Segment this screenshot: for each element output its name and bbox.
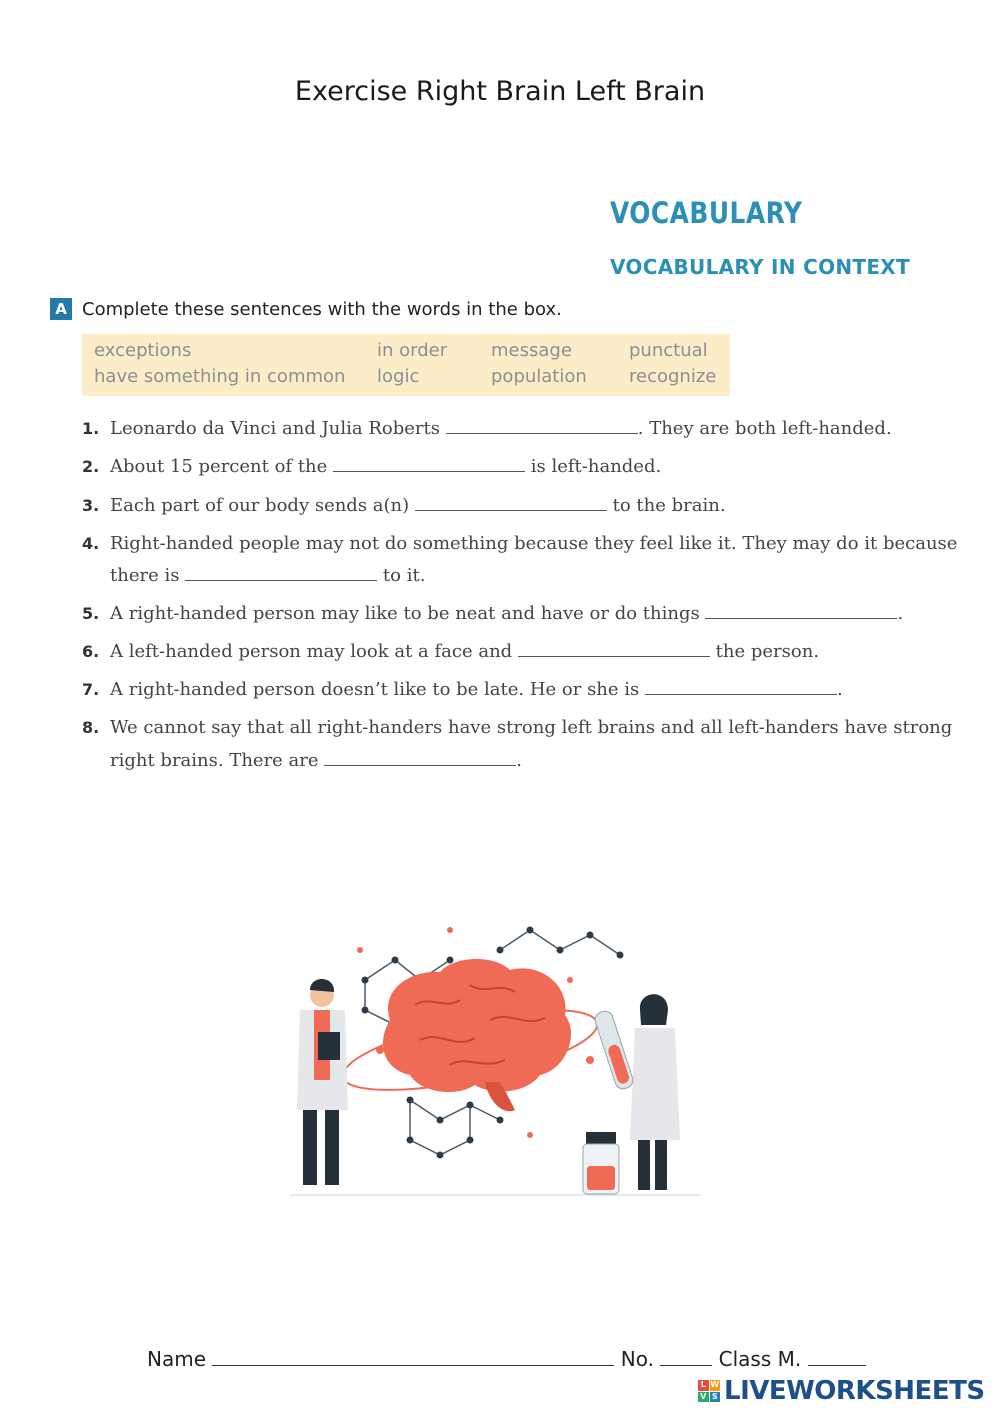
sentence-text: A right-handed person may like to be neat and have or do things	[110, 603, 700, 624]
sentence-5	[82, 603, 903, 624]
sentence-3	[82, 495, 726, 516]
section-badge: A	[50, 298, 72, 320]
word-item: have something in common	[94, 366, 346, 387]
brain-illustration	[270, 910, 720, 1210]
sentence-number: 6.	[82, 642, 100, 661]
footer-fields	[147, 1345, 866, 1371]
class-label: Class M.	[718, 1347, 802, 1371]
sentence-text: . They are both left-handed.	[637, 418, 892, 439]
sentence-text: to it.	[382, 565, 426, 586]
word-item: punctual	[629, 340, 708, 361]
sentence-text: to the brain.	[612, 495, 726, 516]
instruction-text: Complete these sentences with the words in the box.	[82, 298, 562, 320]
sentence-4	[82, 533, 957, 554]
instruction	[50, 298, 562, 320]
answer-blank-4[interactable]	[185, 566, 377, 581]
sentence-8	[82, 717, 952, 738]
jar-icon	[583, 1132, 619, 1194]
sentence-number: 4.	[82, 534, 100, 553]
word-item: recognize	[629, 366, 717, 387]
name-label: Name	[147, 1347, 207, 1371]
sentence-number: 8.	[82, 718, 100, 737]
word-item: population	[491, 366, 587, 387]
answer-blank-7[interactable]	[645, 680, 837, 695]
answer-blank-2[interactable]	[333, 457, 525, 472]
answer-blank-8[interactable]	[324, 751, 516, 766]
sentence-text: .	[897, 603, 904, 624]
word-item: logic	[377, 366, 420, 387]
vocabulary-heading: VOCABULARY	[610, 196, 803, 230]
sentence-7	[82, 679, 843, 700]
answer-blank-6[interactable]	[518, 642, 710, 657]
sentence-number: 7.	[82, 680, 100, 699]
word-box	[82, 334, 730, 396]
brand-text: LIVEWORKSHEETS	[724, 1376, 985, 1406]
sentence-8-cont	[110, 750, 522, 771]
vocabulary-subheading: VOCABULARY IN CONTEXT	[610, 255, 910, 279]
name-field[interactable]	[212, 1345, 614, 1366]
sentence-text: Right-handed people may not do something because they feel like it. They may do it because	[110, 533, 958, 554]
word-item: exceptions	[94, 340, 192, 361]
male-scientist-icon	[297, 979, 348, 1185]
no-label: No.	[620, 1347, 654, 1371]
answer-blank-3[interactable]	[415, 496, 607, 511]
sentence-number: 1.	[82, 419, 100, 438]
sentence-text: .	[837, 679, 843, 700]
number-field[interactable]	[660, 1345, 712, 1366]
sentence-text: Leonardo da Vinci and Julia Roberts	[110, 418, 441, 439]
sentence-number: 5.	[82, 604, 100, 623]
sentence-text: We cannot say that all right-handers have strong left brains and all left-handers have strong	[110, 717, 953, 738]
brand-logo-icon: L W V S	[698, 1380, 720, 1402]
word-item: message	[491, 340, 572, 361]
word-item: in order	[377, 340, 448, 361]
liveworksheets-logo	[698, 1376, 985, 1406]
page-title: Exercise Right Brain Left Brain	[294, 76, 706, 107]
sentence-1	[82, 418, 892, 439]
answer-blank-5[interactable]	[705, 604, 897, 619]
sentence-text: About 15 percent of the	[110, 456, 328, 477]
sentence-text: there is	[110, 565, 180, 586]
sentence-number: 3.	[82, 496, 100, 515]
answer-blank-1[interactable]	[446, 419, 638, 434]
sentence-text: A left-handed person may look at a face and	[110, 641, 513, 662]
sentence-text: is left-handed.	[530, 456, 662, 477]
sentence-text: Each part of our body sends a(n)	[110, 495, 410, 516]
sentence-2	[82, 456, 661, 477]
sentence-text: the person.	[715, 641, 820, 662]
sentence-text: A right-handed person doesn’t like to be late. He or she is	[110, 679, 640, 700]
class-field[interactable]	[808, 1345, 866, 1366]
sentence-6	[82, 641, 819, 662]
sentence-4-cont	[110, 565, 425, 586]
sentence-number: 2.	[82, 457, 100, 476]
sentence-text: right brains. There are	[110, 750, 319, 771]
sentence-text: .	[516, 750, 523, 771]
